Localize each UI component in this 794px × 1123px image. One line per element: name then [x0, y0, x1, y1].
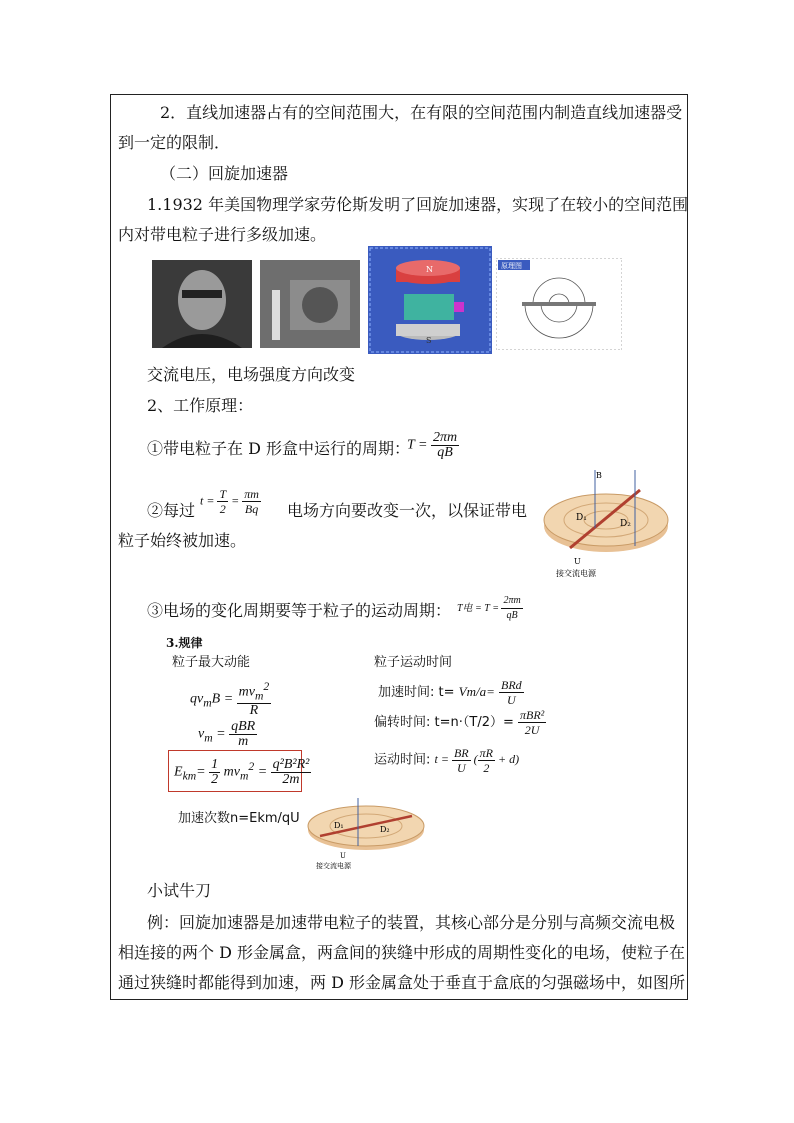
para-line: 粒子始终被加速。 — [118, 531, 247, 550]
period-formula: T = $\frac{2\pi m}{qB}$ — [407, 430, 458, 460]
para-line: 到一定的限制． — [118, 133, 231, 152]
svg-text:D₁: D₁ — [334, 821, 344, 830]
svg-text:D₂: D₂ — [380, 825, 390, 834]
para-line: 内对带电粒子进行多级加速。 — [118, 225, 327, 244]
section-heading: （二）回旋加速器 — [160, 164, 289, 183]
para-line: 相连接的两个 D 形金属盒，两盒间的狭缝中形成的周期性变化的电场，使粒子在 — [118, 943, 686, 962]
svg-text:U: U — [340, 852, 346, 860]
para-line: ②每过 — [147, 501, 196, 520]
para-line: 2、工作原理： — [147, 396, 254, 415]
cyclotron-3d-diagram — [368, 246, 492, 354]
formula-ekm: $E_{km}=$ $\frac{1}{2}$ $mv_m^2$ = $\frac{\text{q²B²R²}}{2m}$ — [174, 756, 310, 787]
svg-text:D₁: D₁ — [576, 513, 587, 523]
para-line: 2．直线加速器占有的空间范围大，在有限的空间范围内制造直线加速器受 — [160, 103, 683, 122]
svg-text:U: U — [574, 557, 581, 566]
machine-photo — [260, 260, 360, 348]
deflect-time-line: 偏转时间: t=n·（T/2）= $\frac{\text{πBR²}}{2U}$ — [374, 708, 545, 737]
disk-b-label: B — [596, 471, 602, 480]
rules-title: 3.规律 — [166, 636, 203, 650]
magnet-s-label: S — [426, 336, 432, 345]
svg-text:原理图: 原理图 — [501, 262, 522, 270]
para-line: 电场方向要改变一次，以保证带电 — [287, 501, 528, 520]
para-line: 1.1932 年美国物理学家劳伦斯发明了回旋加速器，实现了在较小的空间范围 — [147, 195, 689, 214]
portrait-photo — [152, 260, 252, 348]
svg-text:接交流电源: 接交流电源 — [556, 569, 596, 578]
motion-time-title: 粒子运动时间 — [374, 655, 453, 670]
accel-time-line: 加速时间: t= Vm/a= $\frac{\text{BRd}}{U}$ — [378, 678, 522, 707]
half-period-formula: t = $\frac{T}{2}$ = $\frac{\pi m}{Bq}$ — [200, 487, 259, 516]
dee-disk-diagram — [540, 468, 672, 580]
para-line: 例：回旋加速器是加速带电粒子的装置，其核心部分是分别与高频交流电极 — [147, 913, 676, 932]
para-line: 通过狭缝时都能得到加速，两 D 形金属盒处于垂直于盒底的匀强磁场中，如图所 — [118, 973, 686, 992]
principle-diagram — [496, 258, 622, 350]
para-line: ①带电粒子在 D 形盒中运行的周期： — [147, 439, 411, 458]
max-energy-title: 粒子最大动能 — [172, 655, 251, 670]
accel-count-text: 加速次数n=Ekm/qU — [178, 811, 300, 826]
dee-disk-diagram-small — [300, 796, 426, 870]
formula-vm: $v_m$ = $\frac{\text{qBR}}{m}$ — [198, 719, 256, 749]
formula-qvb: $qv_mB$ = $\frac{mv_m^2}{R}$ — [190, 680, 270, 719]
svg-text:D₂: D₂ — [620, 519, 631, 529]
svg-text:接交流电源: 接交流电源 — [316, 862, 351, 870]
field-period-formula: T电 = T = $\frac{2\pi m}{qB}$ — [457, 595, 521, 621]
total-time-line: 运动时间: t = $\frac{BR}{U}$ ( $\frac{\pi R}{2}$ + d) — [374, 746, 520, 775]
magnet-n-label: N — [426, 265, 433, 274]
para-line: 交流电压，电场强度方向改变 — [147, 365, 356, 384]
para-line: ③电场的变化周期要等于粒子的运动周期： — [147, 601, 452, 620]
para-line: 小试牛刀 — [147, 881, 212, 900]
